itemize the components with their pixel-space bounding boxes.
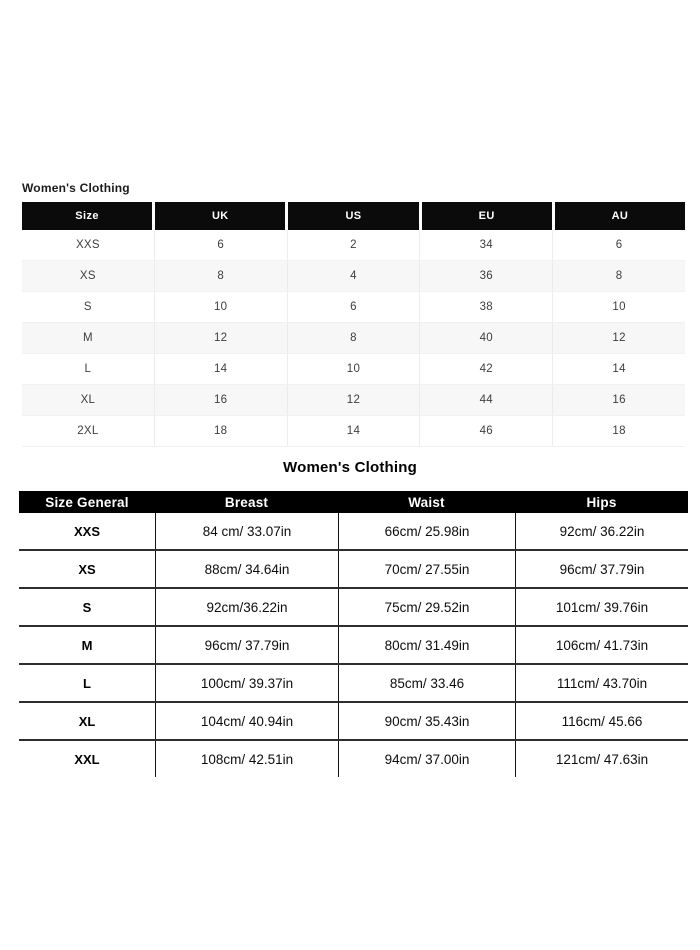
cell-us: 6 [288,292,421,322]
cell-hips: 121cm/ 47.63in [515,741,688,777]
cell-hips: 101cm/ 39.76in [515,589,688,625]
table-row-m [22,323,685,354]
table-row-xl [22,385,685,416]
cell-breast: 88cm/ 34.64in [155,551,338,587]
cell-au: 6 [615,239,623,251]
measurement-row-xl [19,701,688,739]
cell-size: L [83,675,91,691]
cell-waist: 90cm/ 35.43in [338,703,515,739]
header-cell-eu: EU [422,202,555,230]
header-cell-waist: Waist [408,494,445,510]
header-cell-size-general: Size General [45,494,129,510]
cell-uk: 10 [155,292,288,322]
cell-size: XXL [74,751,100,767]
measurement-row-m [19,625,688,663]
header-cell-breast: Breast [224,494,269,510]
cell-au: 14 [612,363,626,375]
measurement-row-s [19,587,688,625]
top-table-label: Women's Clothing [22,181,130,195]
cell-breast: 108cm/ 42.51in [155,741,338,777]
cell-size: XXS [73,523,100,539]
cell-uk: 14 [155,354,288,384]
cell-us: 10 [288,354,421,384]
cell-waist: 94cm/ 37.00in [338,741,515,777]
cell-waist: 70cm/ 27.55in [338,551,515,587]
cell-breast: 84 cm/ 33.07in [155,513,338,549]
cell-us: 14 [288,416,421,446]
table-row-2xl [22,416,685,447]
measurement-row-xxs [19,513,688,549]
cell-eu: 44 [420,385,553,415]
cell-eu: 40 [420,323,553,353]
cell-waist: 75cm/ 29.52in [338,589,515,625]
size-conversion-header-row [22,202,685,230]
cell-size: XS [22,261,155,291]
cell-au: 8 [615,270,623,282]
cell-au: 18 [612,425,626,437]
cell-uk: 12 [155,323,288,353]
cell-size: XXS [22,230,155,260]
cell-eu: 36 [420,261,553,291]
cell-au: 16 [612,394,626,406]
cell-hips: 106cm/ 41.73in [515,627,688,663]
measurement-table-title: Women's Clothing [283,459,417,476]
cell-size: M [22,323,155,353]
cell-breast: 100cm/ 39.37in [155,665,338,701]
cell-hips: 92cm/ 36.22in [515,513,688,549]
cell-us: 12 [288,385,421,415]
measurement-row-xs [19,549,688,587]
cell-eu: 34 [420,230,553,260]
measurement-header-row [19,491,688,513]
cell-size: M [81,637,93,653]
table-row-xxs [22,230,685,261]
cell-us: 2 [288,230,421,260]
header-cell-us: US [288,202,421,230]
size-conversion-table [22,202,685,447]
measurement-table [19,491,688,777]
table-row-xs [22,261,685,292]
measurement-row-xxl [19,739,688,777]
cell-hips: 96cm/ 37.79in [515,551,688,587]
cell-uk: 8 [155,261,288,291]
cell-waist: 85cm/ 33.46 [338,665,515,701]
cell-breast: 96cm/ 37.79in [155,627,338,663]
cell-size: 2XL [22,416,155,446]
header-cell-uk: UK [155,202,288,230]
cell-eu: 46 [420,416,553,446]
cell-waist: 66cm/ 25.98in [338,513,515,549]
cell-hips: 111cm/ 43.70in [515,665,688,701]
cell-au: 12 [612,332,626,344]
header-cell-size: Size [22,202,155,230]
cell-waist: 80cm/ 31.49in [338,627,515,663]
cell-size: XL [22,385,155,415]
cell-size: XS [78,561,96,577]
cell-size: XL [78,713,96,729]
cell-size: L [22,354,155,384]
header-cell-hips: Hips [586,494,617,510]
cell-us: 8 [288,323,421,353]
cell-au: 10 [612,301,626,313]
cell-breast: 104cm/ 40.94in [155,703,338,739]
table-row-s [22,292,685,323]
cell-size: S [82,599,92,615]
cell-eu: 38 [420,292,553,322]
measurement-row-l [19,663,688,701]
cell-hips: 116cm/ 45.66 [515,703,688,739]
cell-uk: 16 [155,385,288,415]
cell-uk: 18 [155,416,288,446]
cell-breast: 92cm/36.22in [155,589,338,625]
cell-uk: 6 [155,230,288,260]
cell-us: 4 [288,261,421,291]
header-cell-au: AU [555,202,685,230]
cell-eu: 42 [420,354,553,384]
cell-size: S [22,292,155,322]
table-row-l [22,354,685,385]
